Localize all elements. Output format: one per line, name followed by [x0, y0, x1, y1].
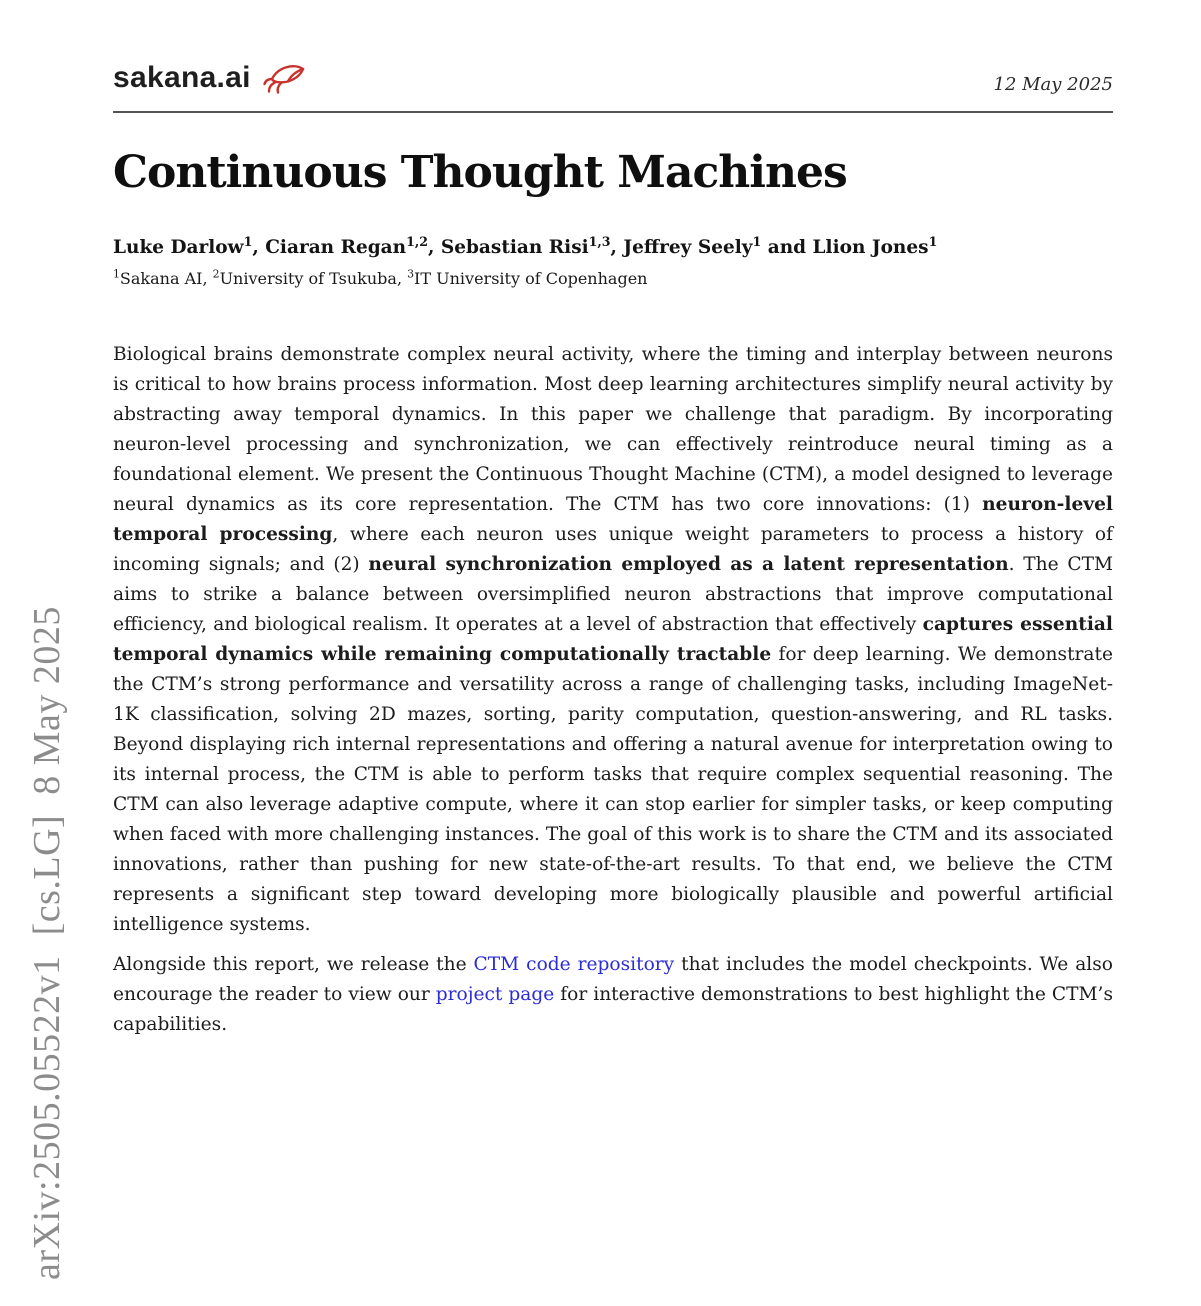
superscript: 1,3 [588, 233, 611, 249]
arxiv-watermark: arXiv:2505.05522v1 [cs.LG] 8 May 2025 [26, 606, 68, 1280]
superscript: 1 [752, 233, 762, 249]
authors-line: Luke Darlow$^1$, Ciaran Regan$^{1,2}$, Sebastian Risi$^{1,3}$, Jeffrey Seely$^1$ and Llion Jones$^1$ [113, 233, 938, 258]
project-page-link[interactable]: project page [435, 984, 555, 1005]
superscript: 1 [928, 233, 938, 249]
sakana-logo-text: sakana.ai [113, 61, 251, 94]
superscript: 1 [113, 267, 120, 281]
release-paragraph: Alongside this report, we release the CTM code repository that includes the model checkpoints. We also encourage the reader to view our project page for interactive demonstrations to best highlight the CTM’s capabilities. [113, 954, 1113, 1035]
sakana-logo [113, 60, 309, 96]
abstract-paragraph: Biological brains demonstrate complex neural activity, where the timing and interplay between neurons is critical to how brains process information. Most deep learning architectures simplify neural activity by abstracting away temporal dynamics. In this paper we challenge that paradigm. By incorporating neuron-level processing and synchronization, we can effectively reintroduce neural timing as a foundational element. We present the Continuous Thought Machine (CTM), a model designed to leverage neural dynamics as its core representation. The CTM has two core innovations: (1) neuron-level temporal processing, where each neuron uses unique weight parameters to process a history of incoming signals; and (2) neural synchronization employed as a latent representation. The CTM aims to strike a balance between oversimplified neuron abstractions that improve computational efficiency, and biological realism. It operates at a level of abstraction that effectively captures essential temporal dynamics while remaining computationally tractable for deep learning. We demonstrate the CTM’s strong performance and versatility across a range of challenging tasks, including ImageNet-1K classification, solving 2D mazes, sorting, parity computation, question-answering, and RL tasks. Beyond displaying rich internal representations and offering a natural avenue for interpretation owing to its internal process, the CTM is able to perform tasks that require complex sequential reasoning. The CTM can also leverage adaptive compute, where it can stop earlier for simpler tasks, or keep computing when faced with more challenging instances. The goal of this work is to share the CTM and its associated innovations, rather than pushing for new state-of-the-art results. To that end, we believe the CTM represents a significant step toward developing more biologically plausible and powerful artificial intelligence systems. [113, 344, 1114, 935]
paper-title: Continuous Thought Machines [113, 147, 847, 198]
superscript: 1 [243, 233, 253, 249]
ctm-code-repository-link[interactable]: CTM code repository [473, 954, 675, 975]
header-date: 12 May 2025 [993, 74, 1113, 95]
superscript: 1,2 [406, 233, 428, 249]
affiliations-line: $^1$Sakana AI, $^2$University of Tsukuba, $^3$IT University of Copenhagen [113, 267, 648, 288]
fish-logo-icon [263, 60, 309, 96]
superscript: 2 [212, 267, 220, 281]
header [113, 60, 1113, 113]
superscript: 3 [407, 267, 415, 281]
